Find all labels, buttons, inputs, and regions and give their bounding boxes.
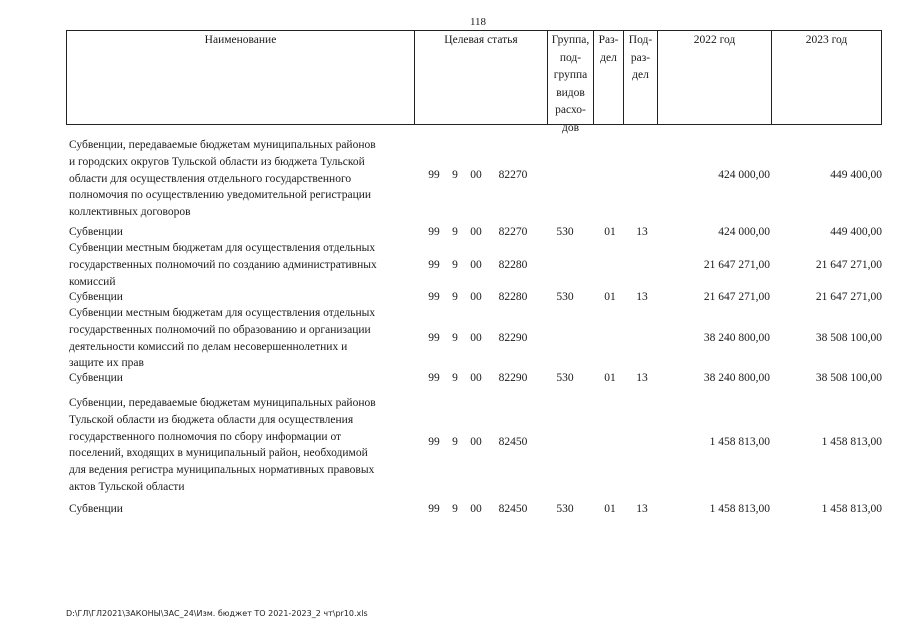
row-target-code-4: 82280	[498, 259, 528, 271]
row-target-code-4: 82270	[498, 169, 528, 181]
row-target-code-3: 00	[470, 259, 482, 271]
header-subsection-line: дел	[632, 69, 649, 81]
row-section: 01	[604, 372, 616, 384]
row-name-line: Субвенции	[69, 503, 123, 515]
header-name: Наименование	[204, 34, 277, 46]
row-amount-2023: 21 647 271,00	[815, 291, 882, 303]
row-expense-group: 530	[556, 226, 574, 238]
header-group-line: дов	[561, 121, 580, 134]
header-group-line: видов	[556, 86, 585, 99]
row-target-code-3: 00	[470, 503, 482, 515]
row-target-code-1: 99	[428, 436, 440, 448]
file-path-footer: D:\ГЛ\ГЛ2021\ЗАКОНЫ\ЗАС_24\Изм. бюджет ТО 2021-2023_2 чт\pr10.xls	[66, 609, 368, 618]
row-amount-2023: 449 400,00	[830, 169, 882, 181]
row-target-code-1: 99	[428, 169, 440, 181]
row-target-code-2: 9	[452, 259, 458, 271]
row-subsection: 13	[636, 503, 648, 515]
row-target-code-4: 82270	[498, 226, 528, 238]
row-expense-group: 530	[556, 372, 574, 384]
row-name-line: государственных полномочий по образованию и организации	[69, 323, 371, 336]
row-name	[69, 240, 421, 290]
row-name-line: Субвенции	[69, 372, 123, 384]
row-target-code-3: 00	[470, 436, 482, 448]
row-target-code-2: 9	[452, 503, 458, 515]
row-expense-group: 530	[556, 503, 574, 515]
header-group-line: расхо-	[555, 104, 586, 116]
row-section: 01	[604, 226, 616, 238]
row-target-code-1: 99	[428, 226, 440, 238]
row-amount-2022: 1 458 813,00	[709, 503, 770, 515]
row-amount-2022: 424 000,00	[718, 226, 770, 238]
row-target-code-1: 99	[428, 259, 440, 271]
row-name-line: государственного полномочия по сбору информации от	[69, 430, 342, 443]
row-name-line: для ведения регистра муниципальных нормативных правовых	[69, 464, 375, 477]
row-target-code-2: 9	[452, 436, 458, 448]
row-amount-2022: 424 000,00	[718, 169, 770, 181]
row-target-code-2: 9	[452, 169, 458, 181]
row-target-code-2: 9	[452, 291, 458, 303]
table-header	[66, 30, 882, 134]
row-target-code-3: 00	[470, 291, 482, 303]
header-year-2022: 2022 год	[693, 34, 736, 46]
row-name-line: комиссий	[69, 275, 116, 288]
row-name-line: коллективных договоров	[69, 206, 191, 219]
header-section-line: дел	[600, 51, 617, 64]
header-subsection-line: раз-	[630, 51, 651, 64]
row-target-code-2: 9	[452, 226, 458, 238]
row-amount-2022: 38 240 800,00	[703, 332, 770, 344]
row-expense-group: 530	[556, 291, 574, 303]
row-target-code-3: 00	[470, 372, 482, 384]
header-group-line: Группа,	[551, 34, 590, 46]
row-target-code-4: 82450	[498, 436, 528, 448]
row-name-line: Субвенции	[69, 291, 123, 303]
header-section-line: Раз-	[598, 34, 619, 46]
row-name	[69, 224, 421, 241]
row-target-code-1: 99	[428, 503, 440, 515]
row-amount-2023: 21 647 271,00	[815, 259, 882, 271]
row-name-line: Субвенции местным бюджетам для осуществления отдельных	[69, 307, 376, 319]
row-name-line: Тульской области из бюджета области для осуществления	[69, 413, 354, 426]
row-name-line: Субвенции, передаваемые бюджетам муниципальных районов	[69, 397, 376, 409]
header-group-line: группа	[553, 69, 588, 81]
row-section: 01	[604, 291, 616, 303]
row-name-line: области для осуществления отдельного государственного	[69, 172, 352, 185]
row-name-line: и городских округов Тульской области из бюджета Тульской	[69, 155, 365, 168]
row-name-line: поселений, входящих в муниципальный район, необходимой	[69, 447, 368, 460]
header-target-article-cell	[415, 31, 548, 124]
row-name	[69, 305, 421, 372]
row-name	[69, 289, 421, 306]
row-name	[69, 395, 421, 496]
header-year-2023: 2023 год	[805, 34, 848, 46]
row-amount-2023: 449 400,00	[830, 226, 882, 238]
row-amount-2022: 21 647 271,00	[703, 259, 770, 271]
row-target-code-4: 82450	[498, 503, 528, 515]
row-target-code-3: 00	[470, 226, 482, 238]
header-section-cell	[594, 31, 624, 124]
row-target-code-1: 99	[428, 372, 440, 384]
row-name-line: защите их прав	[69, 357, 144, 370]
header-year-2022-cell	[658, 31, 772, 124]
header-year-2023-cell	[772, 31, 881, 124]
row-target-code-2: 9	[452, 332, 458, 344]
row-section: 01	[604, 503, 616, 515]
row-target-code-2: 9	[452, 372, 458, 384]
row-name-line: Субвенции	[69, 226, 123, 238]
row-name-line: Субвенции, передаваемые бюджетам муниципальных районов	[69, 139, 376, 151]
header-subsection-line: Под-	[628, 34, 653, 46]
row-amount-2023: 38 508 100,00	[815, 372, 882, 384]
row-target-code-3: 00	[470, 332, 482, 344]
row-amount-2022: 38 240 800,00	[703, 372, 770, 384]
page-number: 118	[469, 16, 487, 28]
row-target-code-1: 99	[428, 332, 440, 344]
header-target-article: Целевая статья	[444, 34, 518, 46]
row-name-line: деятельности комиссий по делам несовершеннолетних и	[69, 340, 348, 353]
row-amount-2023: 38 508 100,00	[815, 332, 882, 344]
header-subsection-cell	[624, 31, 658, 124]
row-name-line: полномочия по осуществлению уведомительной регистрации	[69, 189, 372, 202]
row-target-code-4: 82290	[498, 372, 528, 384]
row-target-code-3: 00	[470, 169, 482, 181]
row-name	[69, 137, 421, 221]
header-group-cell	[548, 31, 594, 134]
row-name	[69, 370, 421, 387]
header-group-line: под-	[559, 51, 582, 64]
row-target-code-4: 82280	[498, 291, 528, 303]
row-amount-2022: 1 458 813,00	[709, 436, 770, 448]
row-amount-2023: 1 458 813,00	[821, 503, 882, 515]
row-subsection: 13	[636, 372, 648, 384]
row-subsection: 13	[636, 291, 648, 303]
row-target-code-1: 99	[428, 291, 440, 303]
row-amount-2022: 21 647 271,00	[703, 291, 770, 303]
row-name-line: актов Тульской области	[69, 480, 185, 493]
header-name-cell	[67, 31, 415, 124]
row-name-line: государственных полномочий по созданию административных	[69, 258, 377, 271]
row-amount-2023: 1 458 813,00	[821, 436, 882, 448]
row-target-code-4: 82290	[498, 332, 528, 344]
row-subsection: 13	[636, 226, 648, 238]
row-name-line: Субвенции местным бюджетам для осуществления отдельных	[69, 242, 376, 254]
row-name	[69, 501, 421, 518]
